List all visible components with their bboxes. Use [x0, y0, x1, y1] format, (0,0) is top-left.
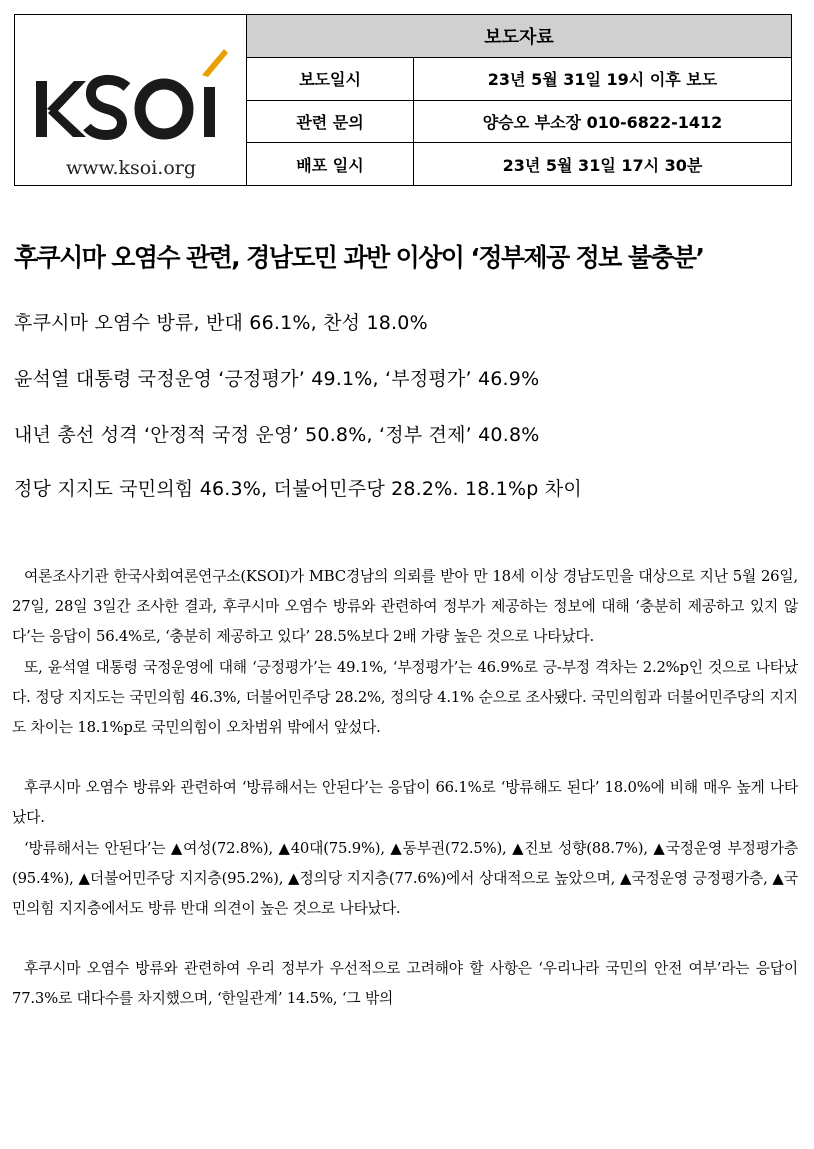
subhead-1: 후쿠시마 오염수 방류, 반대 66.1%, 찬성 18.0%	[14, 312, 428, 334]
info-row-release-time	[247, 58, 791, 101]
distribution-time-label: 배포 일시	[247, 143, 414, 185]
paragraph-4: ‘방류해서는 안된다’는 ▲여성(72.8%), ▲40대(75.9%), ▲동부권(72.5%), ▲진보 성향(88.7%), ▲국정운영 부정평가층(95.4%), ▲더불어민주당 지지층(95.2%), ▲정의당 지지층(77.6%)에서 상대적으로 높았으며, ▲국정운영 긍정평가층, ▲국민의힘 지지층에서도 방류 반대 의견이 높은 것으로 나타났다.	[12, 839, 798, 918]
subhead-3: 내년 총선 성격 ‘안정적 국정 운영’ 50.8%, ‘정부 견제’ 40.8%	[14, 424, 540, 446]
contact-value: 양승오 부소장 010-6822-1412	[482, 113, 723, 132]
paragraph-2: 또, 윤석열 대통령 국정운영에 대해 ‘긍정평가’는 49.1%, ‘부정평가’는 46.9%로 긍-부정 격차는 2.2%p인 것으로 나타났다. 정당 지지도는 국민의힘 46.3%, 더불어민주당 28.2%, 정의당 4.1% 순으로 조사됐다. 국민의힘과 더불어민주당의 지지도 차이는 18.1%p로 국민의힘이 오차범위 밖에서 앞섰다.	[12, 658, 798, 737]
info-row-contact	[247, 101, 791, 144]
website-url[interactable]: www.ksoi.org	[65, 157, 197, 179]
headline: 후쿠시마 오염수 관련, 경남도민 과반 이상이 ‘정부제공 정보 불충분’	[14, 243, 704, 272]
info-cell	[247, 15, 791, 185]
paragraph-3: 후쿠시마 오염수 방류와 관련하여 ‘방류해서는 안된다’는 응답이 66.1%로 ‘방류해도 된다’ 18.0%에 비해 매우 높게 나타났다.	[12, 779, 798, 827]
release-time-label: 보도일시	[247, 58, 414, 100]
article-body	[12, 562, 798, 1015]
distribution-time-value: 23년 5월 31일 17시 30분	[502, 155, 703, 175]
ksoi-logo	[32, 43, 232, 143]
press-release-title: 보도자료	[247, 15, 791, 58]
release-time-value: 23년 5월 31일 19시 이후 보도	[487, 70, 718, 90]
contact-label: 관련 문의	[247, 101, 414, 143]
press-release-header	[14, 14, 792, 186]
info-row-distribution-time	[247, 143, 791, 185]
logo-cell	[15, 15, 247, 185]
subhead-2: 윤석열 대통령 국정운영 ‘긍정평가’ 49.1%, ‘부정평가’ 46.9%	[14, 368, 540, 390]
paragraph-5: 후쿠시마 오염수 방류와 관련하여 우리 정부가 우선적으로 고려해야 할 사항은 ‘우리나라 국민의 안전 여부’라는 응답이 77.3%로 대다수를 차지했으며, ‘한일관계’ 14.5%, ‘그 밖의	[12, 960, 798, 1008]
paragraph-1: 여론조사기관 한국사회여론연구소(KSOI)가 MBC경남의 의뢰를 받아 만 18세 이상 경남도민을 대상으로 지난 5월 26일, 27일, 28일 3일간 조사한 결과, 후쿠시마 오염수 방류와 관련하여 정부가 제공하는 정보에 대해 ‘충분히 제공하고 있지 않다’는 응답이 56.4%로, ‘충분히 제공하고 있다’ 28.5%보다 2배 가량 높은 것으로 나타났다.	[12, 568, 798, 646]
subhead-4: 정당 지지도 국민의힘 46.3%, 더불어민주당 28.2%. 18.1%p 차이	[14, 478, 582, 500]
